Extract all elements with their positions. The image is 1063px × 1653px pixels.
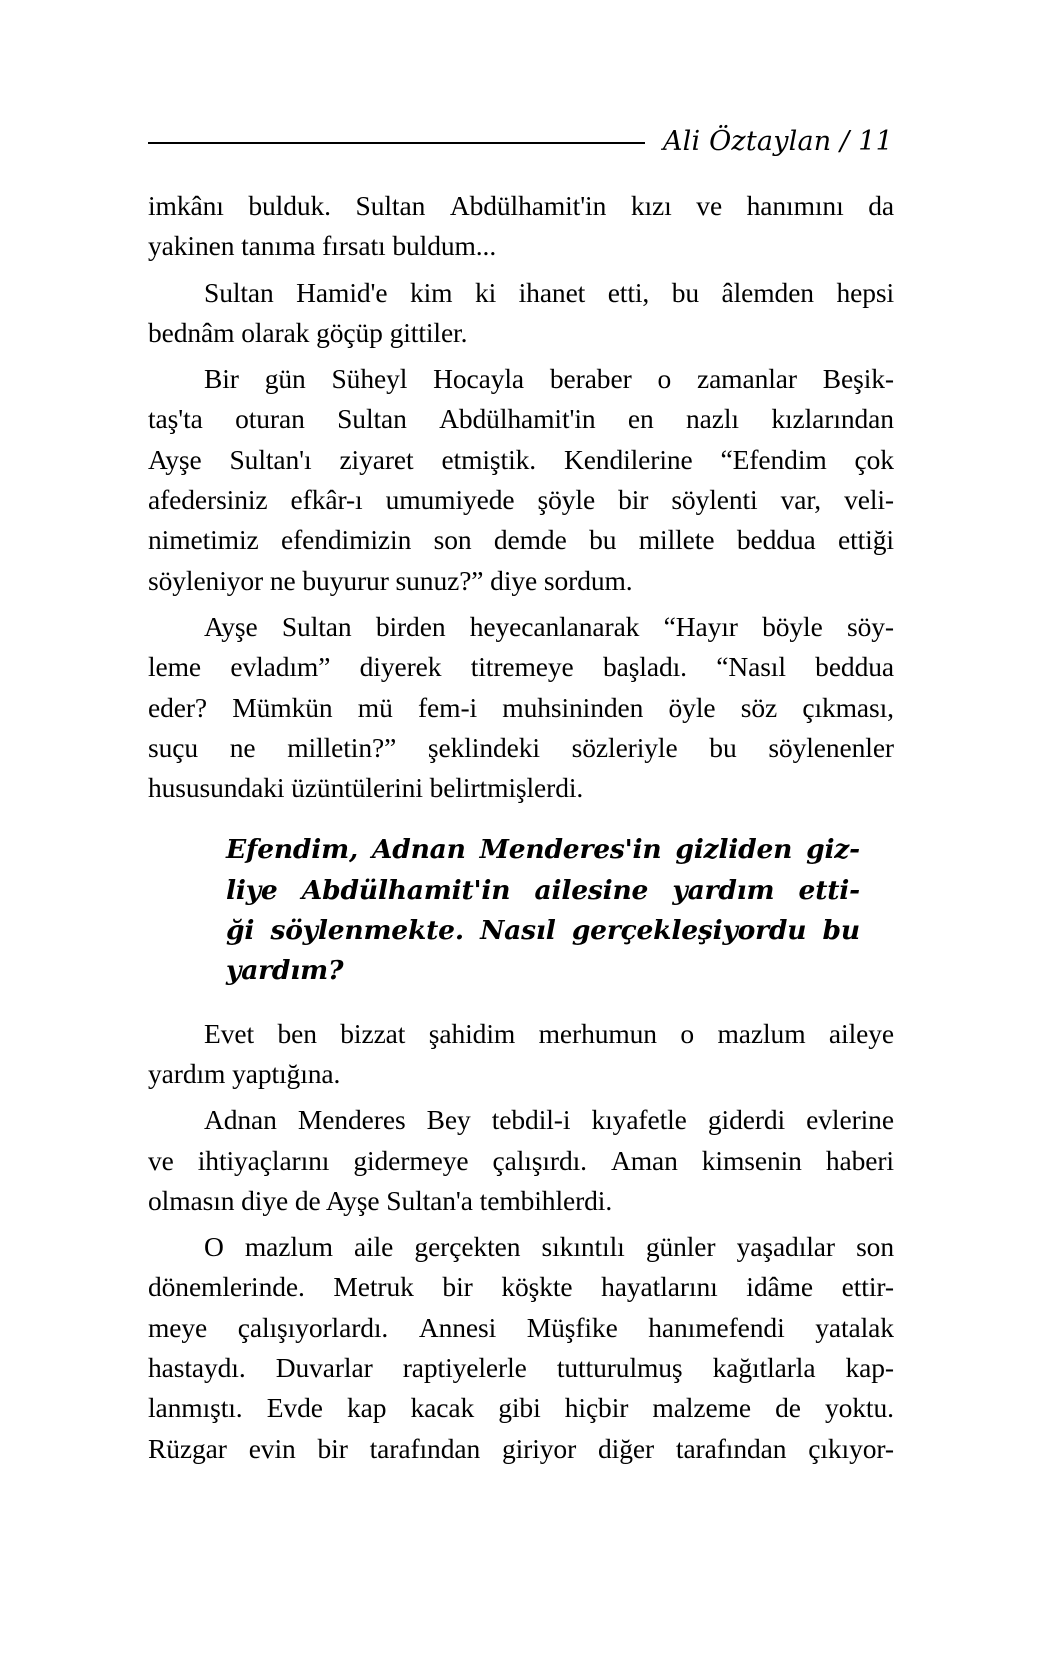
text-line: yardım yaptığına.	[148, 1057, 341, 1089]
word: Süheyl	[331, 363, 408, 395]
word: Mümkün	[232, 691, 333, 723]
word: ği	[226, 915, 255, 947]
word: fem-i	[417, 691, 478, 723]
word: ve	[696, 190, 723, 221]
word: gidermeye	[353, 1144, 469, 1176]
word: nimetimiz	[148, 524, 259, 556]
word: Abdülhamit'in	[301, 874, 511, 906]
word: Efendim,	[226, 834, 358, 866]
word: titremeye	[470, 651, 574, 683]
word: bu	[709, 731, 737, 763]
word: birden	[375, 610, 446, 642]
word: mü	[357, 691, 393, 723]
word: ve	[148, 1144, 174, 1176]
text-line	[148, 186, 894, 226]
word: hanımını	[746, 190, 844, 221]
word: kızlarından	[771, 403, 894, 435]
word: ki	[474, 276, 497, 308]
body-paragraph	[148, 607, 894, 808]
word: son	[433, 524, 472, 556]
word: tutturulmuş	[556, 1352, 683, 1384]
text-line	[148, 1100, 894, 1140]
word: leme	[148, 651, 202, 683]
word: aileye	[828, 1017, 894, 1049]
word: da	[868, 190, 894, 221]
word: oturan	[235, 403, 305, 435]
word: lanmıştı.	[148, 1392, 243, 1424]
word: kıyafetle	[591, 1104, 687, 1136]
word: çalışırdı.	[492, 1144, 587, 1176]
body-paragraph	[148, 273, 894, 354]
word: Metruk	[333, 1271, 414, 1303]
word: o	[680, 1017, 695, 1049]
word: etmiştik.	[441, 443, 537, 475]
text-line: yardım?	[226, 955, 344, 987]
text-line	[226, 911, 860, 951]
word: ihtiyaçlarını	[197, 1144, 330, 1176]
word: o	[657, 363, 672, 395]
text-line: söyleniyor ne buyurur sunuz?” diye sordum.	[148, 564, 633, 596]
word: bir	[317, 1432, 348, 1464]
word: Ayşe	[148, 443, 202, 475]
word: tarafından	[675, 1432, 787, 1464]
word: meye	[148, 1311, 208, 1343]
word: etti,	[607, 276, 650, 308]
word: köşkte	[501, 1271, 573, 1303]
text-line	[148, 728, 894, 768]
word: etti-	[798, 874, 860, 906]
word: sıkıntılı	[541, 1231, 625, 1263]
text-line	[148, 440, 894, 480]
word: yoktu.	[824, 1392, 894, 1424]
word: kızı	[630, 190, 672, 221]
word: ihanet	[518, 276, 586, 308]
word: ziyaret	[339, 443, 414, 475]
text-line	[148, 1308, 894, 1348]
word: Sultan	[204, 276, 274, 308]
word: tarafından	[369, 1432, 481, 1464]
word: bu	[671, 276, 700, 308]
page-header	[148, 118, 893, 164]
word: kap-	[845, 1352, 894, 1384]
body-paragraph	[148, 1100, 894, 1221]
word: tebdil-i	[491, 1104, 571, 1136]
word: giz-	[806, 834, 860, 866]
word: efkâr-ı	[290, 484, 363, 516]
word: “Efendim	[720, 443, 827, 475]
word: merhumun	[538, 1017, 657, 1049]
word: son	[856, 1231, 894, 1263]
word: Sultan'ı	[229, 443, 312, 475]
word: Aman	[610, 1144, 678, 1176]
word: Sultan	[355, 190, 426, 221]
word: Bey	[426, 1104, 471, 1136]
text-line: yakinen tanıma fırsatı buldum...	[148, 230, 497, 262]
word: de	[775, 1392, 801, 1424]
word: umumiyede	[385, 484, 515, 516]
word: Menderes	[297, 1104, 406, 1136]
word: söylenenler	[768, 731, 894, 763]
word: bir	[618, 484, 649, 516]
word: Abdülhamit'in	[439, 403, 596, 435]
word: Rüzgar	[148, 1432, 227, 1464]
word: Kendilerine	[563, 443, 693, 475]
word: bu	[822, 915, 860, 947]
text-line	[148, 520, 894, 560]
word: giderdi	[707, 1104, 786, 1136]
text-line	[148, 1227, 894, 1267]
word: Annesi	[418, 1311, 497, 1343]
word: yaşadılar	[736, 1231, 835, 1263]
word: yatalak	[815, 1311, 894, 1343]
word: idâme	[746, 1271, 813, 1303]
word: Abdülhamit'in	[449, 190, 607, 221]
word: evin	[248, 1432, 296, 1464]
word: sözleriyle	[571, 731, 678, 763]
word: kim	[409, 276, 453, 308]
text-line: olmasın diye de Ayşe Sultan'a tembihlerdi.	[148, 1184, 613, 1216]
word: Sultan	[337, 403, 407, 435]
word: çok	[854, 443, 894, 475]
word: kacak	[410, 1392, 475, 1424]
word: günler	[645, 1231, 716, 1263]
word: ne	[229, 731, 256, 763]
text-line	[148, 688, 894, 728]
word: ben	[277, 1017, 317, 1049]
word: çıkması,	[802, 691, 894, 723]
word: ettir-	[841, 1271, 894, 1303]
text-column	[148, 186, 894, 1469]
word: söy-	[846, 610, 894, 642]
word: söylenmekte.	[270, 915, 464, 947]
word: kağıtlarla	[712, 1352, 816, 1384]
text-line	[148, 399, 894, 439]
word: gerçekten	[414, 1231, 521, 1263]
word: hiçbir	[564, 1392, 629, 1424]
text-line	[148, 1348, 894, 1388]
word: yardım	[672, 874, 775, 906]
paragraph-spacer	[148, 992, 894, 1014]
word: Beşik-	[822, 363, 894, 395]
word: bir	[442, 1271, 473, 1303]
word: Adnan	[371, 834, 466, 866]
word: hayatlarını	[601, 1271, 718, 1303]
word: dönemlerinde.	[148, 1271, 305, 1303]
word: en	[627, 403, 654, 435]
body-paragraph	[148, 186, 894, 267]
word: Duvarlar	[275, 1352, 373, 1384]
text-line	[148, 1141, 894, 1181]
word: haberi	[825, 1144, 894, 1176]
word: milletin?”	[287, 731, 397, 763]
word: ailesine	[534, 874, 649, 906]
word: âlemden	[721, 276, 814, 308]
word: beddua	[815, 651, 894, 683]
word: zamanlar	[696, 363, 797, 395]
word: evladım”	[230, 651, 331, 683]
word: şeklindeki	[427, 731, 540, 763]
body-paragraph	[148, 359, 894, 601]
word: aile	[354, 1231, 394, 1263]
word: malzeme	[652, 1392, 751, 1424]
paragraph-spacer	[148, 808, 894, 830]
word: suçu	[148, 731, 199, 763]
text-line	[148, 647, 894, 687]
word: öyle	[668, 691, 716, 723]
word: Hamid'e	[296, 276, 388, 308]
word: demde	[493, 524, 567, 556]
word: liye	[226, 874, 278, 906]
word: eder?	[148, 691, 208, 723]
word: imkânı	[148, 190, 224, 221]
word: hastaydı.	[148, 1352, 246, 1384]
text-line	[148, 1014, 894, 1054]
word: hepsi	[836, 276, 894, 308]
word: diyerek	[359, 651, 442, 683]
word: bu	[589, 524, 617, 556]
word: muhsininden	[502, 691, 644, 723]
word: Ayşe	[204, 610, 258, 642]
word: “Nasıl	[716, 651, 786, 683]
word: millete	[638, 524, 715, 556]
word: Evet	[204, 1017, 254, 1049]
word: efendimizin	[280, 524, 412, 556]
text-line	[148, 273, 894, 313]
word: veli-	[844, 484, 894, 516]
word: O	[204, 1231, 224, 1263]
header-rule-divider	[148, 142, 645, 144]
word: mazlum	[717, 1017, 806, 1049]
word: Sultan	[281, 610, 352, 642]
word: gerçekleşiyordu	[571, 915, 807, 947]
word: Müşfike	[526, 1311, 618, 1343]
word: bizzat	[340, 1017, 406, 1049]
word: söylenti	[671, 484, 758, 516]
word: mazlum	[244, 1231, 333, 1263]
word: giriyor	[501, 1432, 577, 1464]
word: Bir	[204, 363, 239, 395]
text-line: bednâm olarak göçüp gittiler.	[148, 316, 468, 348]
text-line	[148, 1267, 894, 1307]
body-paragraph	[148, 1227, 894, 1469]
interview-question-block	[148, 830, 894, 991]
word: raptiyelerle	[402, 1352, 527, 1384]
word: beraber	[549, 363, 632, 395]
word: afedersiniz	[148, 484, 268, 516]
text-line: hususundaki üzüntülerini belirtmişlerdi.	[148, 772, 584, 804]
word: ettiği	[838, 524, 894, 556]
word: evlerine	[806, 1104, 894, 1136]
word: kimsenin	[701, 1144, 802, 1176]
text-line	[148, 480, 894, 520]
word: taş'ta	[148, 403, 203, 435]
word: gizliden	[675, 834, 793, 866]
text-line	[226, 830, 860, 870]
word: kap	[346, 1392, 387, 1424]
word: diğer	[598, 1432, 655, 1464]
word: çalışıyorlardı.	[237, 1311, 389, 1343]
word: var,	[780, 484, 822, 516]
word: nazlı	[686, 403, 739, 435]
word: şöyle	[537, 484, 596, 516]
word: bulduk.	[248, 190, 331, 221]
word: başladı.	[602, 651, 687, 683]
word: gibi	[498, 1392, 541, 1424]
word: böyle	[762, 610, 823, 642]
word: heyecanlanarak	[469, 610, 640, 642]
word: Menderes'in	[479, 834, 662, 866]
body-paragraph	[148, 1014, 894, 1095]
text-line	[148, 607, 894, 647]
word: Hocayla	[433, 363, 525, 395]
word: hanımefendi	[648, 1311, 785, 1343]
text-line	[148, 359, 894, 399]
text-line	[226, 871, 860, 911]
word: beddua	[736, 524, 816, 556]
header-author-and-page: Ali Öztaylan / 11	[662, 125, 893, 157]
word: çıkıyor-	[808, 1432, 894, 1464]
word: şahidim	[428, 1017, 516, 1049]
word: söz	[740, 691, 778, 723]
word: “Hayır	[663, 610, 738, 642]
word: Adnan	[204, 1104, 277, 1136]
text-line	[148, 1388, 894, 1428]
word: Evde	[266, 1392, 323, 1424]
text-line	[148, 1429, 894, 1469]
word: gün	[264, 363, 306, 395]
word: Nasıl	[480, 915, 556, 947]
